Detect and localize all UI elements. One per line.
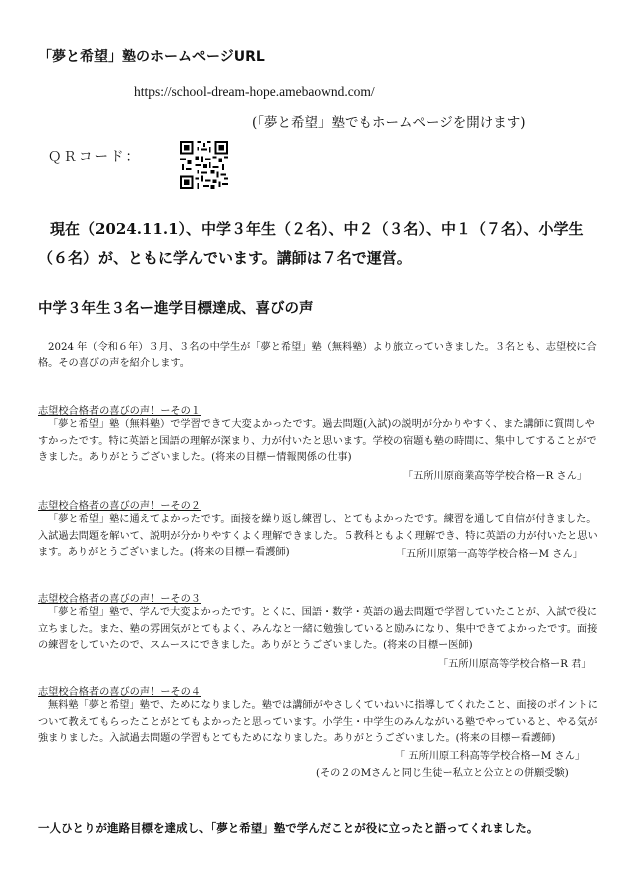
url-note: (「夢と希望」塾でもホームページを開けます) [252, 115, 526, 131]
voice-signature: 「五所川原高等学校合格ーR 君」 [438, 659, 592, 670]
voice-heading: 志望校合格者の喜びの声！ーその１ [38, 406, 201, 417]
voice-body: 「夢と希望」塾で、学んで大変よかったです。とくに、国語・数学・英語の過去問題で学習していたことが、入試で役に立ちました。また、塾の雰囲気がとてもよく、みんなと一緒に勉強していると励みになり、集中できてよかったです。面接の練習をしていたので、スムースにできました。ありがとうございました。(将来の目標ー医師) [38, 607, 598, 651]
voice-body: 「夢と希望」塾に通えてよかったです。面接を繰り返し練習し、とてもよかったです。練習を通して自信が付きました。入試過去問題を解いて、説明が分かりやすくよく理解できました。５教科ともよく理解でき、特に英語の力が付いたと思います。ありがとうございました。(将来の目標ー看護師) [38, 514, 598, 558]
section-title: 中学３年生３名ー進学目標達成、喜びの声 [38, 301, 314, 317]
voice-heading: 志望校合格者の喜びの声！ーその４ [38, 687, 201, 698]
page-title: 「夢と希望」塾のホームページURL [38, 49, 265, 65]
voice-signature: 「 五所川原工科高等学校合格ーM さん」 [395, 751, 586, 762]
voice-body: 「夢と希望」塾（無料塾）で学習できて大変よかったです。過去問題(入試)の説明が分かりやすく、また講師に質問しやすかったです。特に英語と国語の理解が深まり、力が付いたと思います。学校の宿題も塾の時間に、集中してすることができました。ありがとうございました。(将来の目標ー情報関係の仕事) [38, 419, 597, 463]
voice-body: 無料塾「夢と希望」塾で、ためになりました。塾では講師がやさしくていねいに指導してくれたこと、面接のポイントについて教えてもらったことがとてもよかったと思っています。小学生・中学生のみんながいる塾でやっていると、やる気が強まりました。入試過去問題の学習もとてもためになりました。ありがとうございました。(将来の目標ー看護師) [38, 700, 598, 744]
closing-statement: 一人ひとりが進路目標を達成し、「夢と希望」塾で学んだことが役に立ったと語ってくれました。 [38, 821, 539, 835]
homepage-url[interactable]: https://school-dream-hope.amebaownd.com/ [134, 84, 375, 99]
voice-note: (その２のMさんと同じ生徒ー私立と公立との併願受験) [316, 768, 569, 779]
qr-code-icon[interactable] [180, 141, 228, 189]
voice-heading: 志望校合格者の喜びの声！ーその３ [38, 594, 201, 605]
voice-signature: 「五所川原第一高等学校合格ーM さん」 [396, 549, 583, 560]
intro-paragraph: 2024 年（令和６年）３月、３名の中学生が「夢と希望」塾（無料塾）より旅立っていきました。３名とも、志望校に合格。その喜びの声を紹介します。 [38, 342, 597, 369]
enrollment-status: 現在（2024.11.1）、中学３年生（２名）、中２（３名）、中１（７名）、小学生（６名）が、ともに学んでいます。講師は７名で運営。 [38, 220, 584, 267]
voice-signature: 「五所川原商業高等学校合格ーR さん」 [403, 471, 588, 482]
qr-label: ＱＲコード： [48, 149, 141, 165]
voice-heading: 志望校合格者の喜びの声！ーその２ [38, 501, 201, 512]
